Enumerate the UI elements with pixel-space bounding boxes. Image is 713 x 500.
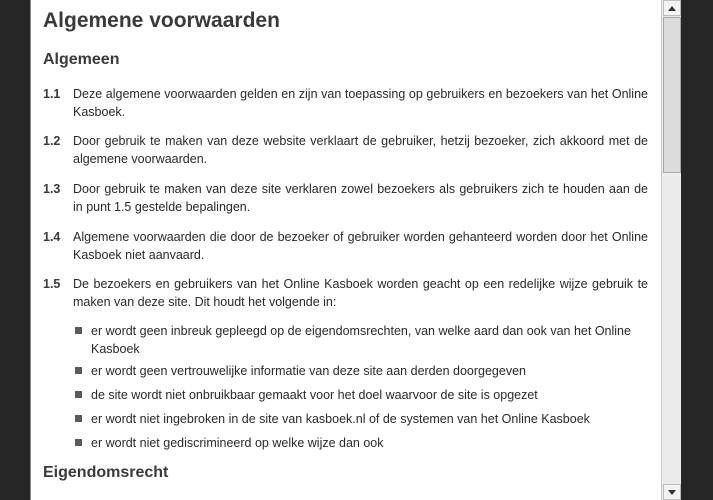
list-item-text: er wordt geen inbreuk gepleegd op de eigendomsrechten, van welke aard dan ook van het Online Kasboek (91, 324, 631, 356)
list-item-text: de site wordt niet onbruikbaar gemaakt voor het doel waarvoor de site is opgezet (91, 388, 538, 402)
article-1-1 (43, 85, 648, 121)
scroll-thumb[interactable] (663, 17, 681, 173)
article-number: 1.1 (43, 87, 61, 101)
list-item-text: er wordt niet gediscrimineerd op welke wijze dan ook (91, 436, 384, 450)
list-item (75, 386, 647, 404)
list-item-text: er wordt geen vertrouwelijke informatie van deze site aan derden doorgegeven (91, 364, 526, 378)
article-number: 1.5 (43, 277, 61, 291)
vertical-scrollbar[interactable] (661, 0, 681, 500)
article-text: Deze algemene voorwaarden gelden en zijn van toepassing op gebruikers en bezoekers van het Online Kasboek. (73, 87, 648, 119)
article-1-3 (43, 180, 648, 216)
square-bullet-icon (75, 367, 82, 374)
section-title-eigendomsrecht: Eigendomsrecht (43, 464, 169, 481)
article-1-5 (43, 275, 648, 311)
article-text: De bezoekers en gebruikers van het Online Kasboek worden geacht op een redelijke wijze gebruik te maken van deze site. Dit houdt het volgende in: (73, 277, 648, 309)
article-number: 1.2 (43, 134, 61, 148)
article-number: 1.4 (43, 230, 61, 244)
square-bullet-icon (75, 439, 82, 446)
arrow-down-icon (668, 490, 676, 495)
terms-content (31, 0, 661, 500)
article-1-4 (43, 228, 648, 264)
page-title: Algemene voorwaarden (43, 9, 280, 32)
article-1-2 (43, 132, 648, 168)
square-bullet-icon (75, 327, 82, 334)
arrow-up-icon (668, 6, 676, 11)
scroll-up-button[interactable] (663, 0, 681, 16)
list-item (75, 434, 647, 452)
article-text: Algemene voorwaarden die door de bezoeker of gebruiker worden gehanteerd worden door het Online Kasboek niet aanvaard. (73, 230, 648, 262)
square-bullet-icon (75, 391, 82, 398)
scroll-down-button[interactable] (663, 484, 681, 500)
article-text: Door gebruik te maken van deze site verklaren zowel bezoekers als gebruikers zich te houden aan de in punt 1.5 gestelde bepalingen. (73, 182, 648, 214)
article-text: Door gebruik te maken van deze website verklaart de gebruiker, hetzij bezoeker, zich akkoord met de algemene voorwaarden. (73, 134, 648, 166)
square-bullet-icon (75, 415, 82, 422)
terms-dialog (30, 0, 681, 500)
list-item-text: er wordt niet ingebroken in de site van kasboek.nl of de systemen van het Online Kasboek (91, 412, 590, 426)
article-number: 1.3 (43, 182, 61, 196)
section-title-algemeen: Algemeen (43, 51, 120, 68)
list-item (75, 322, 647, 358)
list-item (75, 362, 647, 380)
list-item (75, 410, 647, 428)
